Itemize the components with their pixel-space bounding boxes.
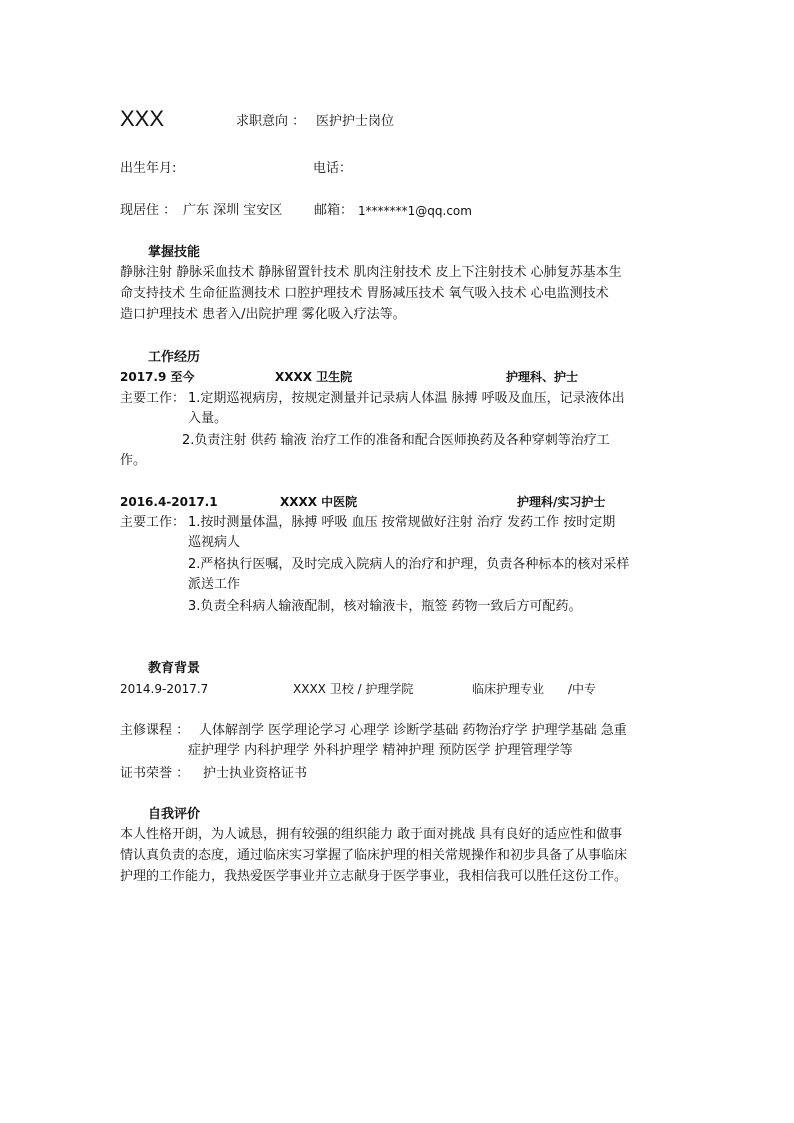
cert-value: 护士执业资格证书	[203, 766, 308, 781]
job-role: 护理科/实习护士	[517, 495, 606, 509]
duties-label: 主要工作：	[120, 391, 186, 406]
candidate-name: XXX	[120, 106, 165, 131]
duties-label: 主要工作：	[120, 515, 186, 530]
duty-line: 1.按时测量体温，脉搏 呼吸 血压 按常规做好注射 治疗 发药工作 按时定期	[188, 515, 616, 530]
skills-line: 造口护理技术 患者入/出院护理 雾化吸入疗法等。	[120, 307, 406, 322]
objective-value: 医护护士岗位	[316, 114, 395, 129]
skills-line: 命支持技术 生命征监测技术 口腔护理技术 胃肠减压技术 氧气吸入技术 心电监测技术	[120, 286, 609, 301]
duty-line: 2.严格执行医嘱，及时完成入院病人的治疗和护理，负责各种标本的核对采样	[188, 557, 630, 572]
education-school: XXXX 卫校 / 护理学院	[293, 682, 414, 696]
courses-line: 人体解剖学 医学理论学习 心理学 诊断学基础 药物治疗学 护理学基础 急重	[199, 723, 627, 738]
duty-line: 巡视病人	[188, 535, 241, 550]
duty-line: 3.负责全科病人输液配制，核对输液卡，瓶签 药物一致后方可配药。	[188, 599, 582, 614]
job-org: XXXX 卫生院	[275, 370, 353, 384]
duty-line: 1.定期巡视病房，按规定测量并记录病人体温 脉搏 呼吸及血压，记录液体出	[188, 391, 625, 406]
courses-label: 主修课程 ：	[120, 723, 190, 738]
education-level: /中专	[568, 682, 597, 696]
residence-label: 现居住 ：	[120, 203, 177, 218]
phone-label: 电话：	[313, 161, 353, 176]
duty-line: 作。	[120, 453, 147, 468]
education-major: 临床护理专业	[472, 682, 545, 696]
email-value: 1*******1@qq.com	[358, 204, 472, 218]
duty-line: 2.负责注射 供药 输液 治疗工作的准备和配合医师换药及各种穿刺等治疗工	[182, 433, 610, 448]
skills-line: 静脉注射 静脉采血技术 静脉留置针技术 肌肉注射技术 皮上下注射技术 心肺复苏基本生	[120, 265, 622, 280]
education-period: 2014.9-2017.7	[120, 682, 209, 696]
work-heading: 工作经历	[148, 350, 201, 365]
self-eval-heading: 自我评价	[148, 807, 201, 822]
self-eval-line: 本人性格开朗，为人诚恳，拥有较强的组织能力 敢于面对挑战 具有良好的适应性和做事	[120, 827, 623, 842]
job-org: XXXX 中医院	[280, 495, 358, 509]
birth-label: 出生年月:	[120, 161, 177, 176]
education-heading: 教育背景	[148, 661, 201, 676]
duty-line: 入量。	[188, 411, 228, 426]
job-period: 2017.9 至今	[120, 370, 195, 384]
self-eval-line: 情认真负责的态度，通过临床实习掌握了临床护理的相关常规操作和初步具备了从事临床	[120, 848, 628, 863]
duty-line: 派送工作	[188, 577, 241, 592]
email-label: 邮箱：	[314, 203, 354, 218]
self-eval-line: 护理的工作能力，我热爱医学事业并立志献身于医学事业，我相信我可以胜任这份工作。	[120, 869, 628, 884]
skills-heading: 掌握技能	[148, 245, 201, 260]
job-role: 护理科、护士	[506, 370, 579, 384]
cert-label: 证书荣誉 ：	[120, 766, 190, 781]
courses-line: 症护理学 内科护理学 外科护理学 精神护理 预防医学 护理管理学等	[188, 743, 573, 758]
objective-label: 求职意向 ：	[236, 114, 306, 129]
residence-value: 广东 深圳 宝安区	[183, 203, 283, 218]
job-period: 2016.4-2017.1	[120, 495, 218, 509]
